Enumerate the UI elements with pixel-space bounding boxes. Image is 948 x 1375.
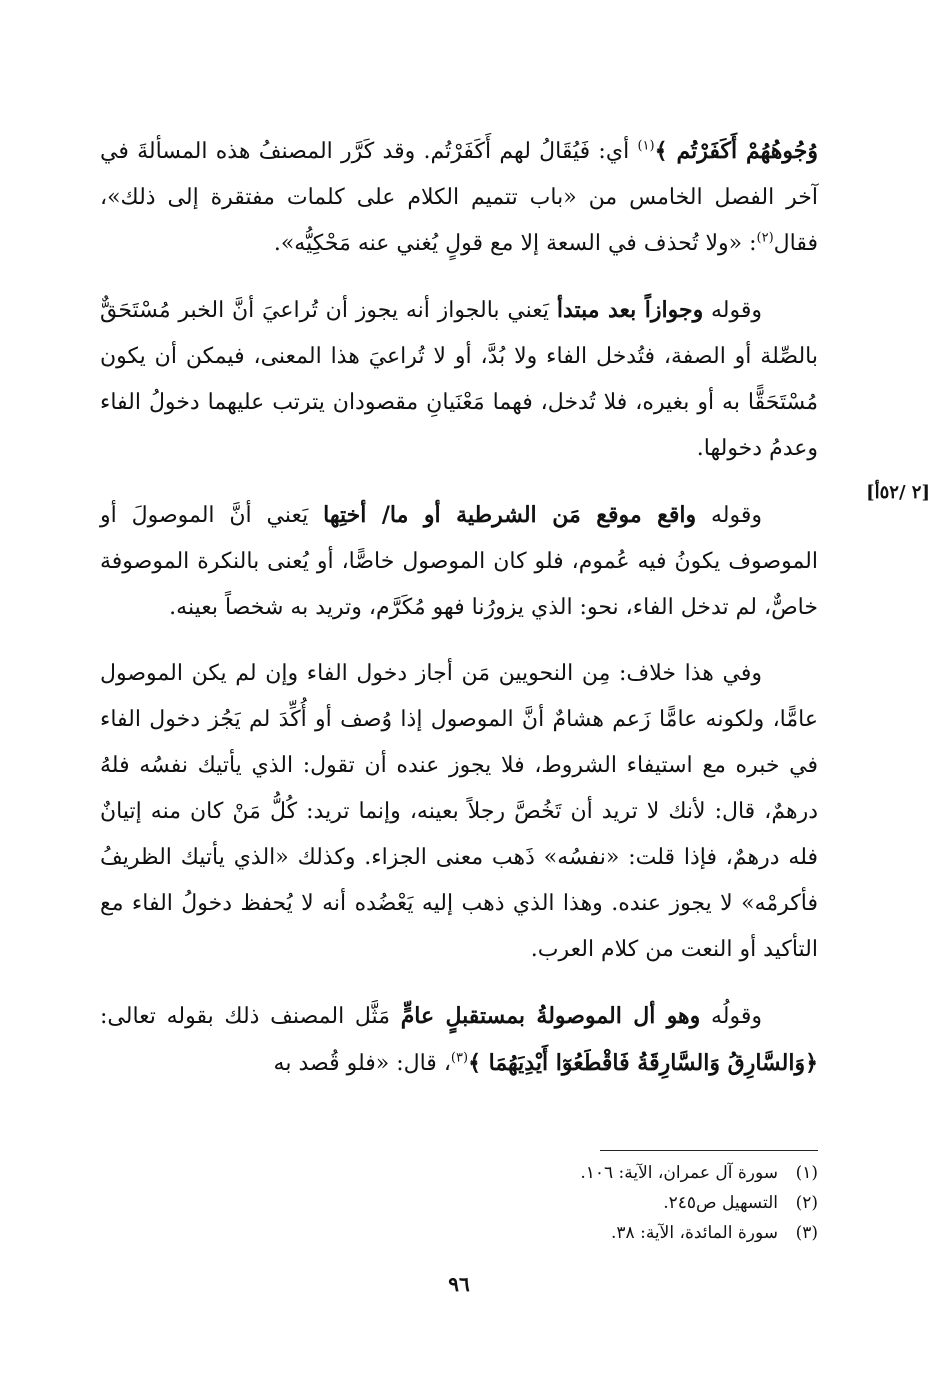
paragraph-text: وقولُه [700,1004,763,1029]
bold-quote: وجوازاً بعد مبتدأ [556,297,704,323]
footnote-marker: (٢) [756,230,774,246]
paragraph-text: أي: فَيُقَالُ لهم أَكَفَرْتُم. وقد كَرَّر المصنفُ هذه المسألةَ في آخر الفصل الخامس من «باب تتميم الكلام على كلمات مفتقرة إلى ذلك»، فقال [100,139,818,256]
bold-quote: واقع موقع مَن الشرطية أو ما/ أختِها [323,502,697,528]
paragraph-text: يَعني أنَّ الموصولَ أو الموصوف يكونُ فيه عُموم، فلو كان الموصول خاصًّا، أو يُعنى بالنكرة الموصوفة خاصٌّ، لم تدخل الفاء، نحو: الذي يزورُنا فهو مُكَرَّم، وتريد به شخصاً بعينه. [100,503,818,620]
paragraph-3 [100,492,818,631]
footnote-divider [600,1150,818,1151]
footnote-marker: (٣) [450,1050,469,1066]
paragraph-text: : «ولا تُحذف في السعة إلا مع قولٍ يُغني عنه مَحْكِيُّه». [273,231,757,256]
paragraph-text: وفي هذا خلاف: مِن النحويين مَن أجاز دخول الفاء وإن لم يكن الموصول عامًّا، ولكونه عامًّا زَعم هشامٌ أنَّ الموصول إذا وُصف أو أُكِّدَ لم يَجُز دخول الفاء في خبره مع استيفاء الشروط، فلا يجوز عنده أن تقول: الذي يأتيك نفسُه فلهُ درهمٌ، قال: لأنك لا تريد أن تَخُصَّ رجلاً بعينه، وإنما تريد: كُلُّ مَنْ كان منه إتيانٌ فله درهمٌ، فإذا قلت: «نفسُه» ذَهب معنى الجزاء. وكذلك «الذي يأتيك الظريفُ فأكرمْه» لا يجوز عنده. وهذا الذي ذهب إليه يَعْضُده أنه لا يُحفظ دخولُ الفاء مع التأكيد أو النعت من كلام العرب. [100,661,818,962]
paragraph-1 [100,128,818,267]
footnote-3 [400,1218,818,1248]
footnote-2 [400,1188,818,1218]
paragraph-2 [100,287,818,472]
footnote-1 [400,1158,818,1188]
paragraph-text: وقوله [696,503,763,528]
footnote-number: (٢) [795,1193,818,1213]
margin-folio-reference: [٢ /٥٢أ] [866,482,930,503]
quran-verse: ﴿وَالسَّارِقُ وَالسَّارِقَةُ فَاقْطَعُوٓا أَيْدِيَهُمَا ﴾ [468,1050,818,1076]
paragraph-5 [100,993,818,1087]
main-text [100,128,818,1087]
footnote-number: (٣) [795,1223,818,1243]
quran-verse: وُجُوهُهُمْ أَكَفَرْتُم ﴾ [654,138,818,164]
paragraph-text: ، قال: «فلو قُصد به [273,1051,451,1076]
footnote-text: سورة آل عمران، الآية: ١٠٦. [580,1163,778,1183]
bold-quote: وهو أل الموصولةُ بمستقبلٍ عامٍّ [400,1003,701,1029]
paragraph-text: وقوله [703,298,763,323]
footnotes [400,1158,818,1248]
paragraph-4 [100,651,818,973]
footnote-text: سورة المائدة، الآية: ٣٨. [611,1223,778,1243]
footnote-marker: (١) [637,138,655,154]
footnote-number: (١) [795,1163,818,1183]
page-number: ٩٦ [448,1272,470,1296]
paragraph-text: مَثَّل المصنف ذلك بقوله تعالى: [100,1004,401,1029]
footnote-text: التسهيل ص٢٤٥. [663,1193,778,1213]
paragraph-text: يَعني بالجواز أنه يجوز أن تُراعيَ أنَّ الخبر مُسْتَحَقٌّ بالصِّلة أو الصفة، فتُدخل الفاء ولا بُدَّ، أو لا تُراعيَ هذا المعنى، فيمكن أن يكون مُسْتَحَقًّا به أو بغيره، فلا تُدخل، فهما مَعْنَيانِ مقصودان يترتب عليهما دخولُ الفاء وعدمُ دخولها. [100,298,818,461]
